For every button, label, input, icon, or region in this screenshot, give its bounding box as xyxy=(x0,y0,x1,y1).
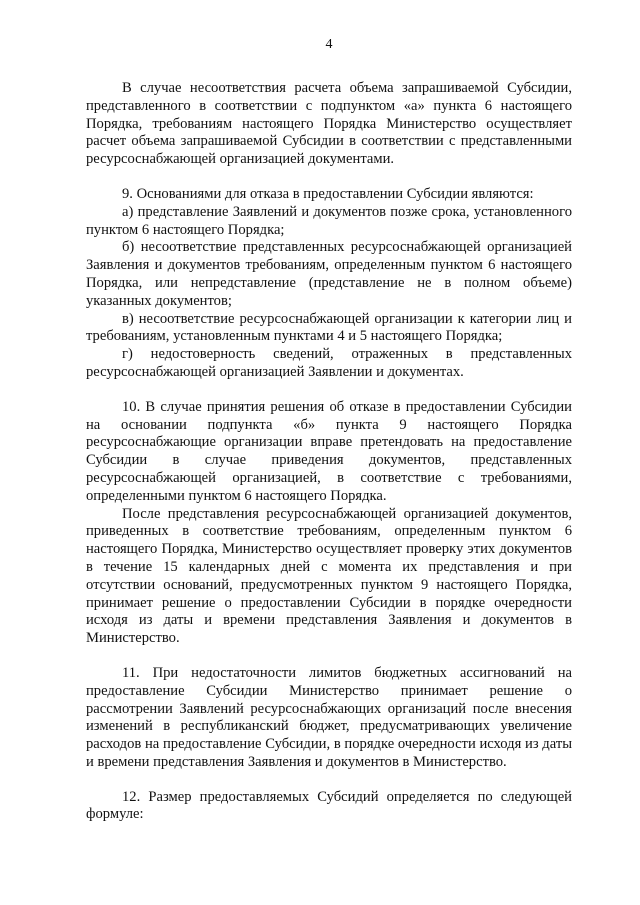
paragraph-section-9-g: г) недостоверность сведений, отраженных в представленных ресурсоснабжающей организацией Заявлении и документах. xyxy=(86,346,572,380)
page-number: 4 xyxy=(325,37,333,52)
section-gap xyxy=(86,648,572,665)
section-gap xyxy=(86,382,572,399)
section-gap xyxy=(86,772,572,789)
paragraph-section-9-a: а) представление Заявлений и документов позже срока, установленного пунктом 6 настоящего Порядка; xyxy=(86,203,572,238)
document-page xyxy=(86,36,572,824)
section-gap xyxy=(86,169,572,186)
paragraph-section-9-b: б) несоответствие представленных ресурсоснабжающей организацией Заявления и документов требованиям, определенным пунктом 6 настоящего Порядка, или непредставление (представление не в полном объеме) указанных документов; xyxy=(86,239,572,309)
paragraph-section-10-continued: После представления ресурсоснабжающей организацией документов, приведенных в соответствие требованиям, определенным пунктом 6 настоящего Порядка, Министерство осуществляет проверку этих документов в течение 15 календарных дней с момента их представления и при отсутствии оснований, предусмотренных пунктом 9 настоящего Порядка, принимает решение о предоставлении Субсидии в порядке очередности исходя из даты и времени представления Заявления и документов в Министерство. xyxy=(86,505,572,647)
paragraph-section-11: 11. При недостаточности лимитов бюджетных ассигнований на предоставление Субсидии Министерство принимает решение о рассмотрении Заявлений ресурсоснабжающих организаций после внесения изменений в республиканский бюджет, предусматривающих увеличение расходов на предоставление Субсидии, в порядке очередности исходя из даты и времени представления Заявления и документов в Министерство. xyxy=(86,664,572,770)
paragraph-section-9-heading: 9. Основаниями для отказа в предоставлении Субсидии являются: xyxy=(122,185,534,202)
paragraph-section-9-v: в) несоответствие ресурсоснабжающей организации к категории лиц и требованиям, установленным пунктами 4 и 5 настоящего Порядка; xyxy=(86,310,572,345)
paragraph-subsidy-recalculation: В случае несоответствия расчета объема запрашиваемой Субсидии, представленного в соответствии с подпунктом «а» пункта 6 настоящего Порядка, требованиям настоящего Порядка Министерство осуществляет расчет объема запрашиваемой Субсидии в соответствии с представленными ресурсоснабжающей организацией документами. xyxy=(86,80,572,168)
paragraph-section-12: 12. Размер предоставляемых Субсидий определяется по следующей формуле: xyxy=(86,788,572,823)
paragraph-section-10: 10. В случае принятия решения об отказе в предоставлении Субсидии на основании подпункта «б» пункта 9 настоящего Порядка ресурсоснабжающие организации вправе претендовать на предоставление Субсидии в случае приведения документов, представленных ресурсоснабжающей организацией, в соответствие с требованиями, определенными пунктом 6 настоящего Порядка. xyxy=(86,398,572,504)
